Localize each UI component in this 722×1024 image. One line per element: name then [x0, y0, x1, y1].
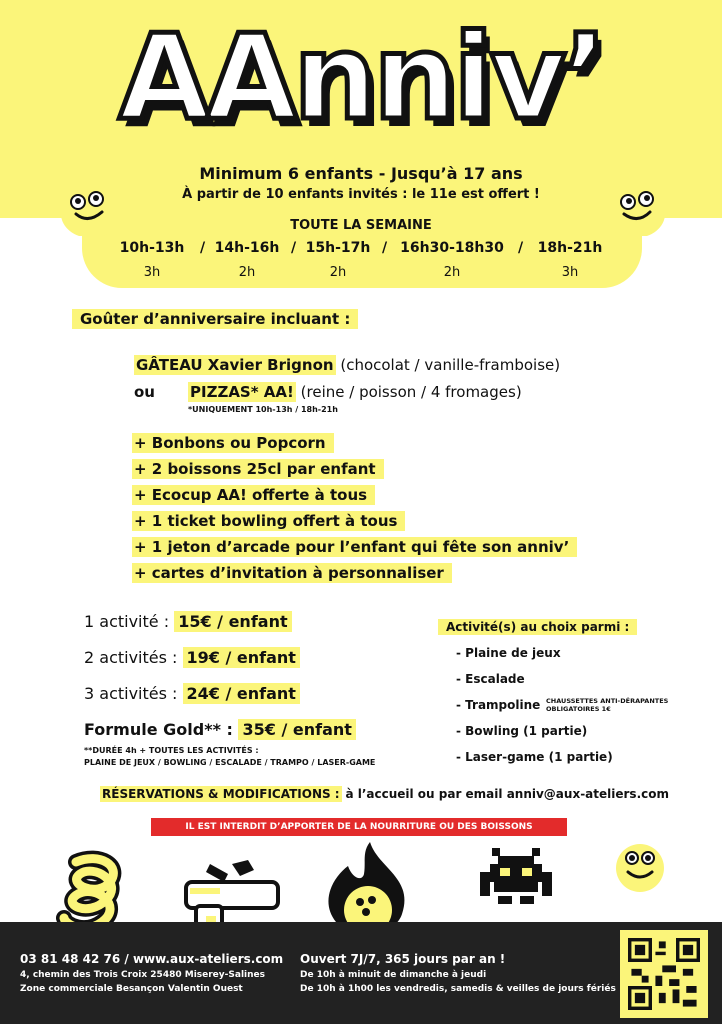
activities-heading [438, 620, 637, 634]
included-item [132, 538, 577, 556]
gold-note: **DURÉE 4h + TOUTES LES ACTIVITÉS : [84, 746, 259, 755]
slot-duration: 3h [561, 265, 579, 280]
price-row [84, 612, 292, 631]
activities-heading-text: Activité(s) au choix parmi : [438, 619, 637, 635]
reservations-label: RÉSERVATIONS & MODIFICATIONS : [102, 787, 340, 801]
slot-duration: 2h [329, 265, 347, 280]
space-invader-icon [480, 848, 552, 908]
price-row [84, 684, 300, 703]
included-item [132, 486, 375, 504]
slot-time: 15h-17h [305, 240, 371, 256]
slot-time: 16h30-18h30 [400, 240, 504, 256]
slot-time: 14h-16h [214, 240, 280, 256]
price-label: 2 activités : [84, 648, 178, 667]
included-item [132, 564, 452, 582]
trampoline-note-line: CHAUSSETTES ANTI-DÉRAPANTES [546, 697, 669, 705]
free-child-offer: À partir de 10 enfants invités : le 11e est offert ! [182, 187, 540, 202]
qr-code-icon[interactable] [628, 938, 700, 1010]
activity-item: - Laser-game (1 partie) [456, 750, 613, 764]
included-item-text: + Bonbons ou Popcorn [132, 433, 334, 453]
hours-line: De 10h à minuit de dimanche à jeudi [300, 970, 487, 980]
slot-duration: 3h [143, 265, 161, 280]
price-value: 24€ / enfant [183, 683, 300, 704]
included-item-text: + 1 ticket bowling offert à tous [132, 511, 405, 531]
included-item [132, 460, 384, 478]
gateau-detail: (chocolat / vanille-framboise) [340, 356, 561, 374]
age-requirements: Minimum 6 enfants - Jusqu’à 17 ans [199, 164, 523, 183]
slot-time: 10h-13h [119, 240, 185, 256]
trampoline-note [546, 697, 668, 713]
included-item-text: + cartes d’invitation à personnaliser [132, 563, 452, 583]
slot-separator: / [200, 240, 206, 256]
price-row [84, 648, 300, 667]
page-title: AAnniv’ [118, 8, 604, 146]
schedule-heading: TOUTE LA SEMAINE [290, 218, 432, 233]
activity-item: - Plaine de jeux [456, 646, 561, 660]
address-line: Zone commerciale Besançon Valentin Ouest [20, 984, 243, 994]
pizza-label: PIZZAS* AA! [190, 383, 294, 401]
or-label: ou [134, 383, 155, 401]
hours-line: De 10h à 1h00 les vendredis, samedis & veilles de jours fériés [300, 984, 616, 994]
footer [0, 922, 722, 1024]
activity-item: - Bowling (1 partie) [456, 724, 588, 738]
gouter-heading [72, 310, 358, 328]
slot-duration: 2h [443, 265, 461, 280]
title-block [0, 8, 722, 146]
activity-item: - Escalade [456, 672, 525, 686]
included-item [132, 434, 334, 452]
price-value: 19€ / enfant [183, 647, 300, 668]
opening-info: Ouvert 7J/7, 365 jours par an ! [300, 952, 506, 966]
gateau-label: GÂTEAU Xavier Brignon [136, 356, 334, 374]
contact-info: 03 81 48 42 76 / www.aux-ateliers.com [20, 952, 284, 966]
activity-item: - Trampoline [456, 698, 541, 712]
reservations-line [100, 787, 669, 801]
reservations-text: à l’accueil ou par email anniv@aux-ateliers.com [345, 787, 669, 801]
included-item-text: + 2 boissons 25cl par enfant [132, 459, 384, 479]
slot-separator: / [518, 240, 524, 256]
price-value: 35€ / enfant [238, 719, 355, 740]
price-row-gold [84, 720, 356, 739]
slot-time: 18h-21h [537, 240, 603, 256]
gouter-heading-text: Goûter d’anniversaire incluant : [72, 309, 358, 329]
address-line: 4, chemin des Trois Croix 25480 Miserey-Salines [20, 970, 265, 980]
price-label: 3 activités : [84, 684, 178, 703]
price-label: Formule Gold** : [84, 720, 233, 739]
qr-code-frame [620, 930, 708, 1018]
included-item [132, 512, 405, 530]
gateau-line [134, 356, 560, 374]
included-item-text: + Ecocup AA! offerte à tous [132, 485, 375, 505]
included-item-text: + 1 jeton d’arcade pour l’enfant qui fête son anniv’ [132, 537, 577, 557]
slot-separator: / [382, 240, 388, 256]
slot-separator: / [291, 240, 297, 256]
pizza-line [188, 383, 522, 401]
gold-activities-note: PLAINE DE JEUX / BOWLING / ESCALADE / TRAMPO / LASER-GAME [84, 758, 376, 767]
slot-duration: 2h [238, 265, 256, 280]
trampoline-note-line: OBLIGATOIRES 1€ [546, 705, 611, 713]
smiley-small-icon [610, 840, 670, 894]
price-label: 1 activité : [84, 612, 170, 631]
price-value: 15€ / enfant [174, 611, 291, 632]
pizza-note: *UNIQUEMENT 10h-13h / 18h-21h [188, 405, 338, 414]
outside-food-warning: IL EST INTERDIT D’APPORTER DE LA NOURRITURE OU DES BOISSONS EXTÉRIEURES [151, 818, 567, 836]
pizza-detail: (reine / poisson / 4 fromages) [300, 383, 522, 401]
